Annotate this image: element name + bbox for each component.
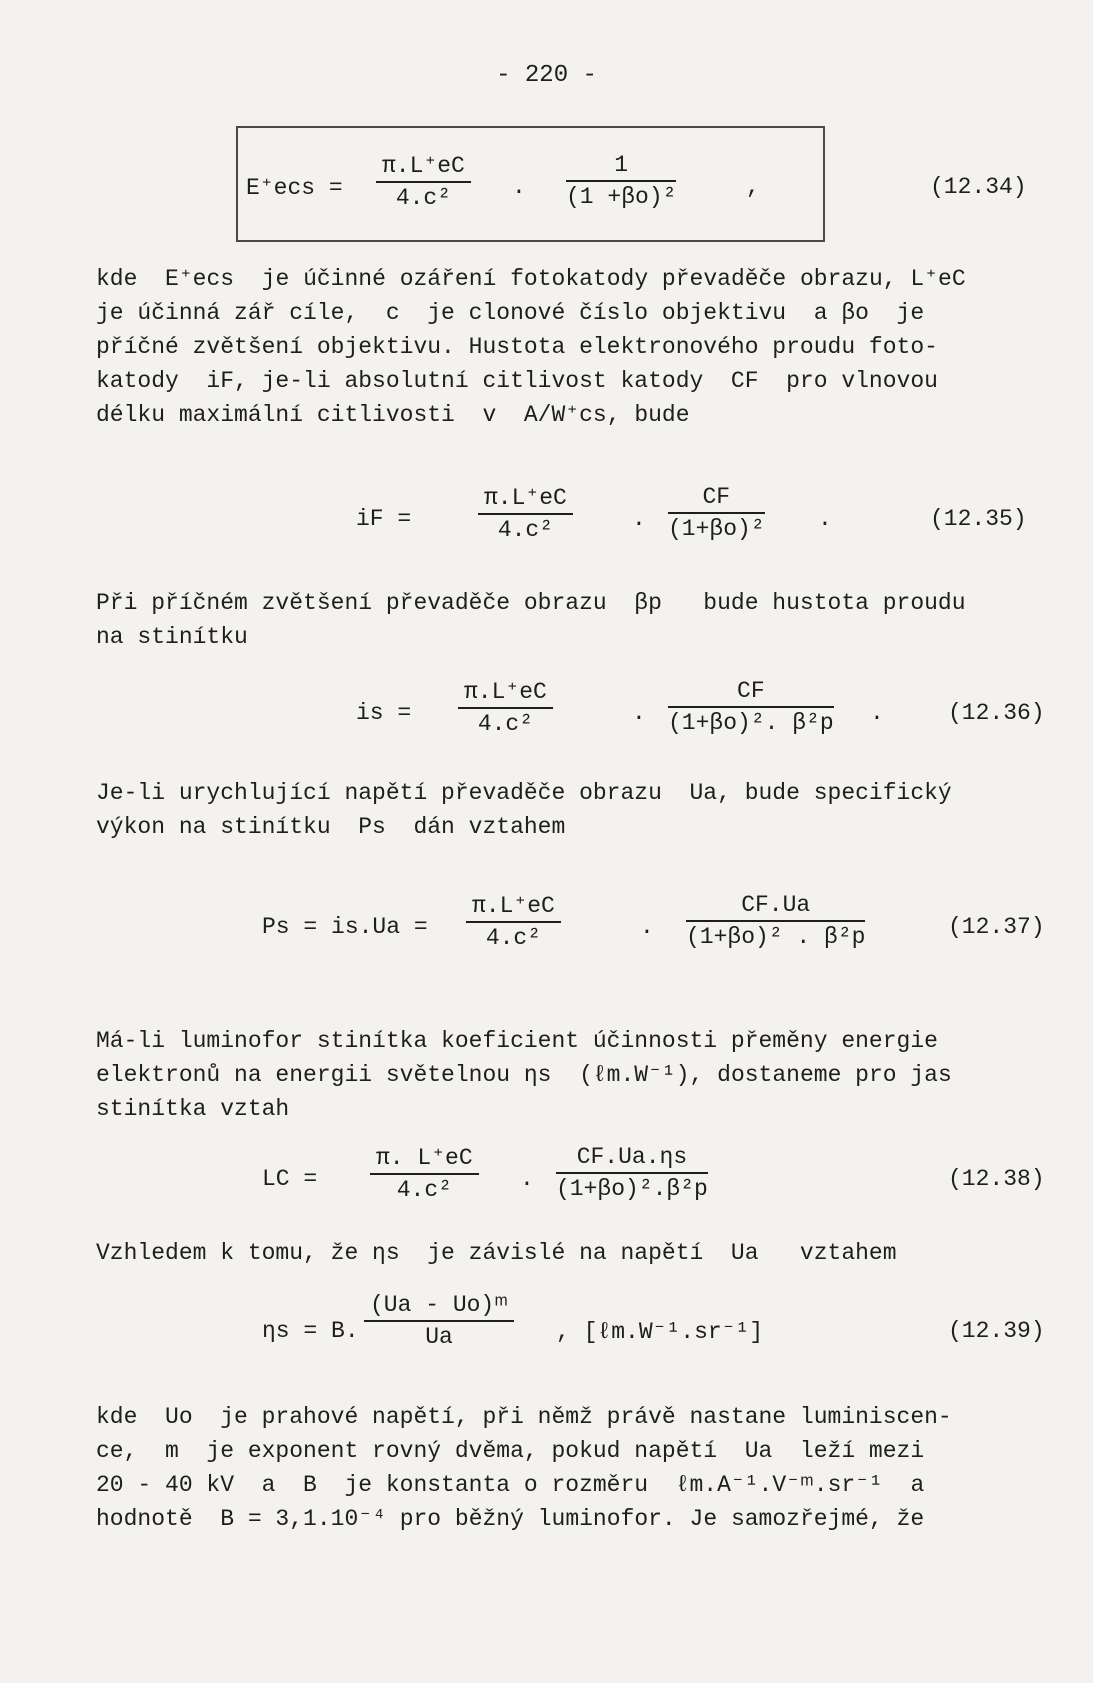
paragraph-2 bbox=[96, 586, 1056, 654]
denominator: 4.c² bbox=[497, 517, 554, 543]
text-line: hodnotě B = 3,1.10⁻⁴ pro běžný luminofor. Je samozřejmé, že bbox=[96, 1506, 925, 1532]
trailing-punct: . bbox=[870, 700, 884, 726]
equation-lhs: is = bbox=[356, 700, 412, 726]
denominator: (1+βo)² . β²p bbox=[686, 924, 866, 950]
fraction-1 bbox=[466, 892, 561, 951]
denominator: 4.c² bbox=[485, 925, 542, 951]
denominator: (1+βo)².β²p bbox=[556, 1176, 708, 1202]
text-line: ce, m je exponent rovný dvěma, pokud napětí Ua leží mezi bbox=[96, 1438, 925, 1464]
numerator: CF.Ua bbox=[686, 892, 865, 922]
text-line: stinítka vztah bbox=[96, 1096, 290, 1122]
equation-number: (12.34) bbox=[930, 174, 1027, 200]
fraction-1 bbox=[478, 484, 573, 543]
paragraph-1 bbox=[96, 262, 1056, 432]
text-line: kde E⁺ecs je účinné ozáření fotokatody převaděče obrazu, L⁺eC bbox=[96, 266, 966, 292]
fraction-2 bbox=[686, 892, 865, 950]
equation-lhs: LC = bbox=[262, 1166, 318, 1192]
denominator: 4.c² bbox=[396, 1177, 452, 1203]
multiply-dot: . bbox=[520, 1166, 534, 1192]
multiply-dot: . bbox=[632, 506, 646, 532]
numerator: π. L⁺eC bbox=[370, 1144, 479, 1175]
fraction-1 bbox=[376, 152, 471, 211]
text-line: 20 - 40 kV a B je konstanta o rozměru ℓm.A⁻¹.V⁻ᵐ.sr⁻¹ a bbox=[96, 1472, 925, 1498]
equation-lhs: Ps = is.Ua = bbox=[262, 914, 428, 940]
trailing-punct: , bbox=[746, 174, 760, 200]
numerator: CF bbox=[668, 484, 765, 514]
text-line: příčné zvětšení objektivu. Hustota elektronového proudu foto- bbox=[96, 334, 938, 360]
multiply-dot: . bbox=[640, 914, 654, 940]
text-line: Je-li urychlující napětí převaděče obrazu Ua, bude specifický bbox=[96, 780, 952, 806]
paragraph-3 bbox=[96, 776, 1056, 844]
equation-number: (12.39) bbox=[948, 1318, 1045, 1344]
text-line: výkon na stinítku Ps dán vztahem bbox=[96, 814, 566, 840]
numerator: (Ua - Uo)ᵐ bbox=[364, 1292, 514, 1322]
text-line: kde Uo je prahové napětí, při němž právě nastane luminiscen- bbox=[96, 1404, 952, 1430]
multiply-dot: . bbox=[512, 174, 526, 200]
units-bracket: , [ℓm.W⁻¹.sr⁻¹] bbox=[556, 1319, 764, 1345]
denominator: (1+βo)² bbox=[668, 516, 765, 542]
fraction-2 bbox=[668, 484, 765, 542]
denominator: 4.c² bbox=[395, 185, 452, 211]
trailing-punct: . bbox=[818, 506, 832, 532]
fraction-2 bbox=[668, 678, 834, 736]
text-line: délku maximální citlivosti v A/W⁺cs, bude bbox=[96, 402, 690, 428]
equation-number: (12.35) bbox=[930, 506, 1027, 532]
numerator: 1 bbox=[566, 152, 676, 182]
fraction-2 bbox=[556, 1144, 708, 1202]
numerator: π.L⁺eC bbox=[466, 892, 561, 923]
text-line: je účinná zář cíle, c je clonové číslo objektivu a βo je bbox=[96, 300, 925, 326]
fraction-1 bbox=[370, 1144, 479, 1203]
numerator: CF bbox=[668, 678, 834, 708]
multiply-dot: . bbox=[632, 700, 646, 726]
text-line: katody iF, je-li absolutní citlivost katody CF pro vlnovou bbox=[96, 368, 938, 394]
text-line: elektronů na energii světelnou ηs (ℓm.W⁻¹), dostaneme pro jas bbox=[96, 1062, 952, 1088]
denominator: Ua bbox=[425, 1324, 453, 1350]
denominator: (1 +βo)² bbox=[566, 184, 677, 210]
fraction-2 bbox=[566, 152, 676, 210]
numerator: π.L⁺eC bbox=[458, 678, 553, 709]
paragraph-6 bbox=[96, 1400, 1056, 1536]
equation-number: (12.37) bbox=[948, 914, 1045, 940]
fraction-1 bbox=[458, 678, 553, 737]
equation-number: (12.36) bbox=[948, 700, 1045, 726]
fraction-1 bbox=[364, 1292, 514, 1350]
text-line: Vzhledem k tomu, že ηs je závislé na napětí Ua vztahem bbox=[96, 1240, 897, 1266]
numerator: π.L⁺eC bbox=[376, 152, 471, 183]
numerator: CF.Ua.ηs bbox=[556, 1144, 708, 1174]
text-line: Při příčném zvětšení převaděče obrazu βp bude hustota proudu bbox=[96, 590, 966, 616]
equation-lhs: E⁺ecs = bbox=[246, 175, 343, 201]
text-line: na stinítku bbox=[96, 624, 248, 650]
equation-number: (12.38) bbox=[948, 1166, 1045, 1192]
denominator: 4.c² bbox=[477, 711, 534, 737]
equation-lhs: ηs = B. bbox=[262, 1318, 359, 1344]
paragraph-5 bbox=[96, 1236, 1056, 1270]
page-number: - 220 - bbox=[496, 62, 597, 89]
numerator: π.L⁺eC bbox=[478, 484, 573, 515]
text-line: Má-li luminofor stinítka koeficient účinnosti přeměny energie bbox=[96, 1028, 938, 1054]
paragraph-4 bbox=[96, 1024, 1056, 1126]
equation-lhs: iF = bbox=[356, 506, 412, 532]
denominator: (1+βo)². β²p bbox=[668, 710, 834, 736]
